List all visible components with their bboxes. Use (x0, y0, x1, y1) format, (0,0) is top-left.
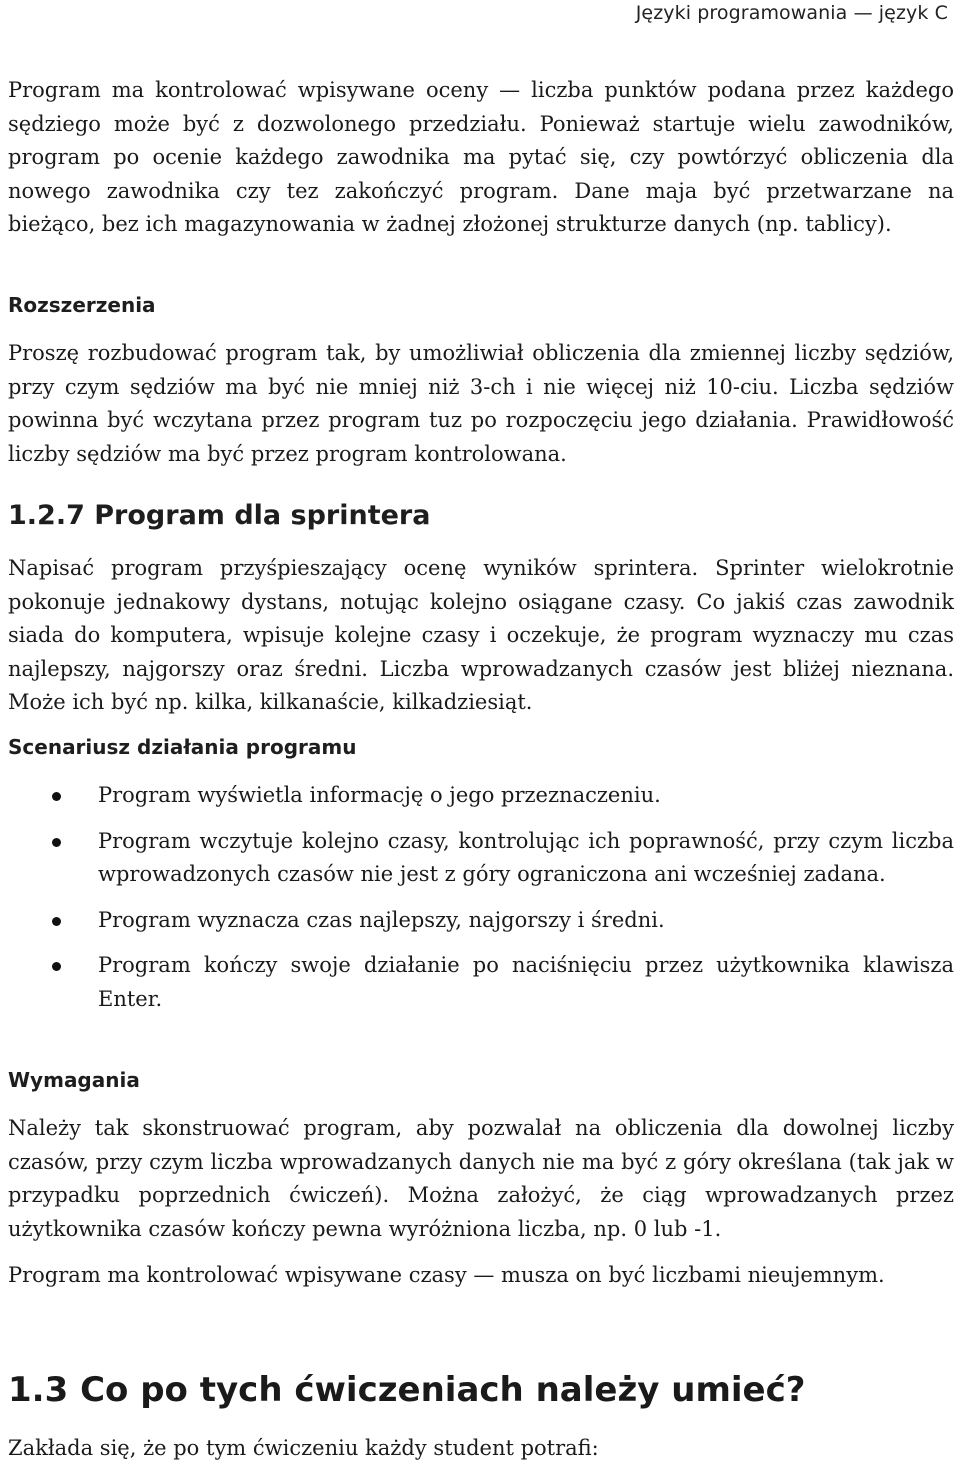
list-item (0, 949, 954, 1016)
list-item-text: Program wyświetla informację o jego przeznaczeniu. (98, 783, 661, 807)
scenario-list (0, 779, 954, 1029)
paragraph-student-skills: Zakłada się, że po tym ćwiczeniu każdy student potrafi: (8, 1436, 599, 1460)
heading-wymagania: Wymagania (8, 1068, 140, 1092)
bullet-icon (52, 792, 61, 801)
paragraph-requirements: Należy tak skonstruować program, aby pozwalał na obliczenia dla dowolnej liczby czasów, przy czym liczba wprowadzanych danych nie ma być z góry określana (tak jak w przypadku poprzednich ćwiczeń). Można założyć, że ciąg wprowadzanych przez użytkownika czasów kończy pewna wyróżniona liczba, np. 0 lub -1. (8, 1116, 954, 1241)
list-item (0, 825, 954, 892)
list-item (0, 779, 954, 813)
paragraph-sprinter-intro: Napisać program przyśpieszający ocenę wyników sprintera. Sprinter wielokrotnie pokonuje jednakowy dystans, notując kolejno osiągane czasy. Co jakiś czas zawodnik siada do komputera, wpisuje kolejne czasy i oczekuje, że program wyznaczy mu czas najlepszy, najgorszy oraz średni. Liczba wprowadzanych czasów jest bliżej nieznana. Może ich być np. kilka, kilkanaście, kilkadziesiąt. (8, 556, 954, 715)
list-item (0, 904, 954, 938)
bullet-icon (52, 917, 61, 926)
list-item-text: Program kończy swoje działanie po naciśnięciu przez użytkownika klawisza Enter. (98, 953, 954, 1011)
list-item-text: Program wczytuje kolejno czasy, kontrolując ich poprawność, przy czym liczba wprowadzonych czasów nie jest z góry ograniczona ani wcześniej zadana. (98, 828, 954, 887)
heading-scenariusz: Scenariusz działania programu (8, 735, 357, 759)
bullet-icon (52, 838, 61, 847)
header-divider (0, 38, 960, 39)
running-header: Języki programowania — język C (635, 2, 948, 24)
list-item-text: Program wyznacza czas najlepszy, najgorszy i średni. (98, 907, 665, 932)
heading-rozszerzenia: Rozszerzenia (8, 293, 156, 317)
bullet-icon (52, 962, 61, 971)
chapter-heading-skills: 1.3 Co po tych ćwiczeniach należy umieć? (8, 1370, 806, 1410)
section-heading-sprinter: 1.2.7 Program dla sprintera (8, 500, 431, 531)
paragraph-score-control: Program ma kontrolować wpisywane oceny — liczba punktów podana przez każdego sędziego może być z dozwolonego przedziału. Ponieważ startuje wielu zawodników, program po ocenie każdego zawodnika ma pytać się, czy powtórzyć obliczenia dla nowego zawodnika czy tez zakończyć program. Dane maja być przetwarzane na bieżąco, bez ich magazynowania w żadnej złożonej strukturze danych (np. tablicy). (8, 78, 954, 237)
paragraph-extensions: Proszę rozbudować program tak, by umożliwiał obliczenia dla zmiennej liczby sędziów, przy czym sędziów ma być nie mniej niż 3-ch i nie więcej niż 10-ciu. Liczba sędziów powinna być wczytana przez program tuz po rozpoczęciu jego działania. Prawidłowość liczby sędziów ma być przez program kontrolowana. (8, 341, 954, 466)
paragraph-time-control: Program ma kontrolować wpisywane czasy — musza on być liczbami nieujemnym. (8, 1263, 885, 1287)
